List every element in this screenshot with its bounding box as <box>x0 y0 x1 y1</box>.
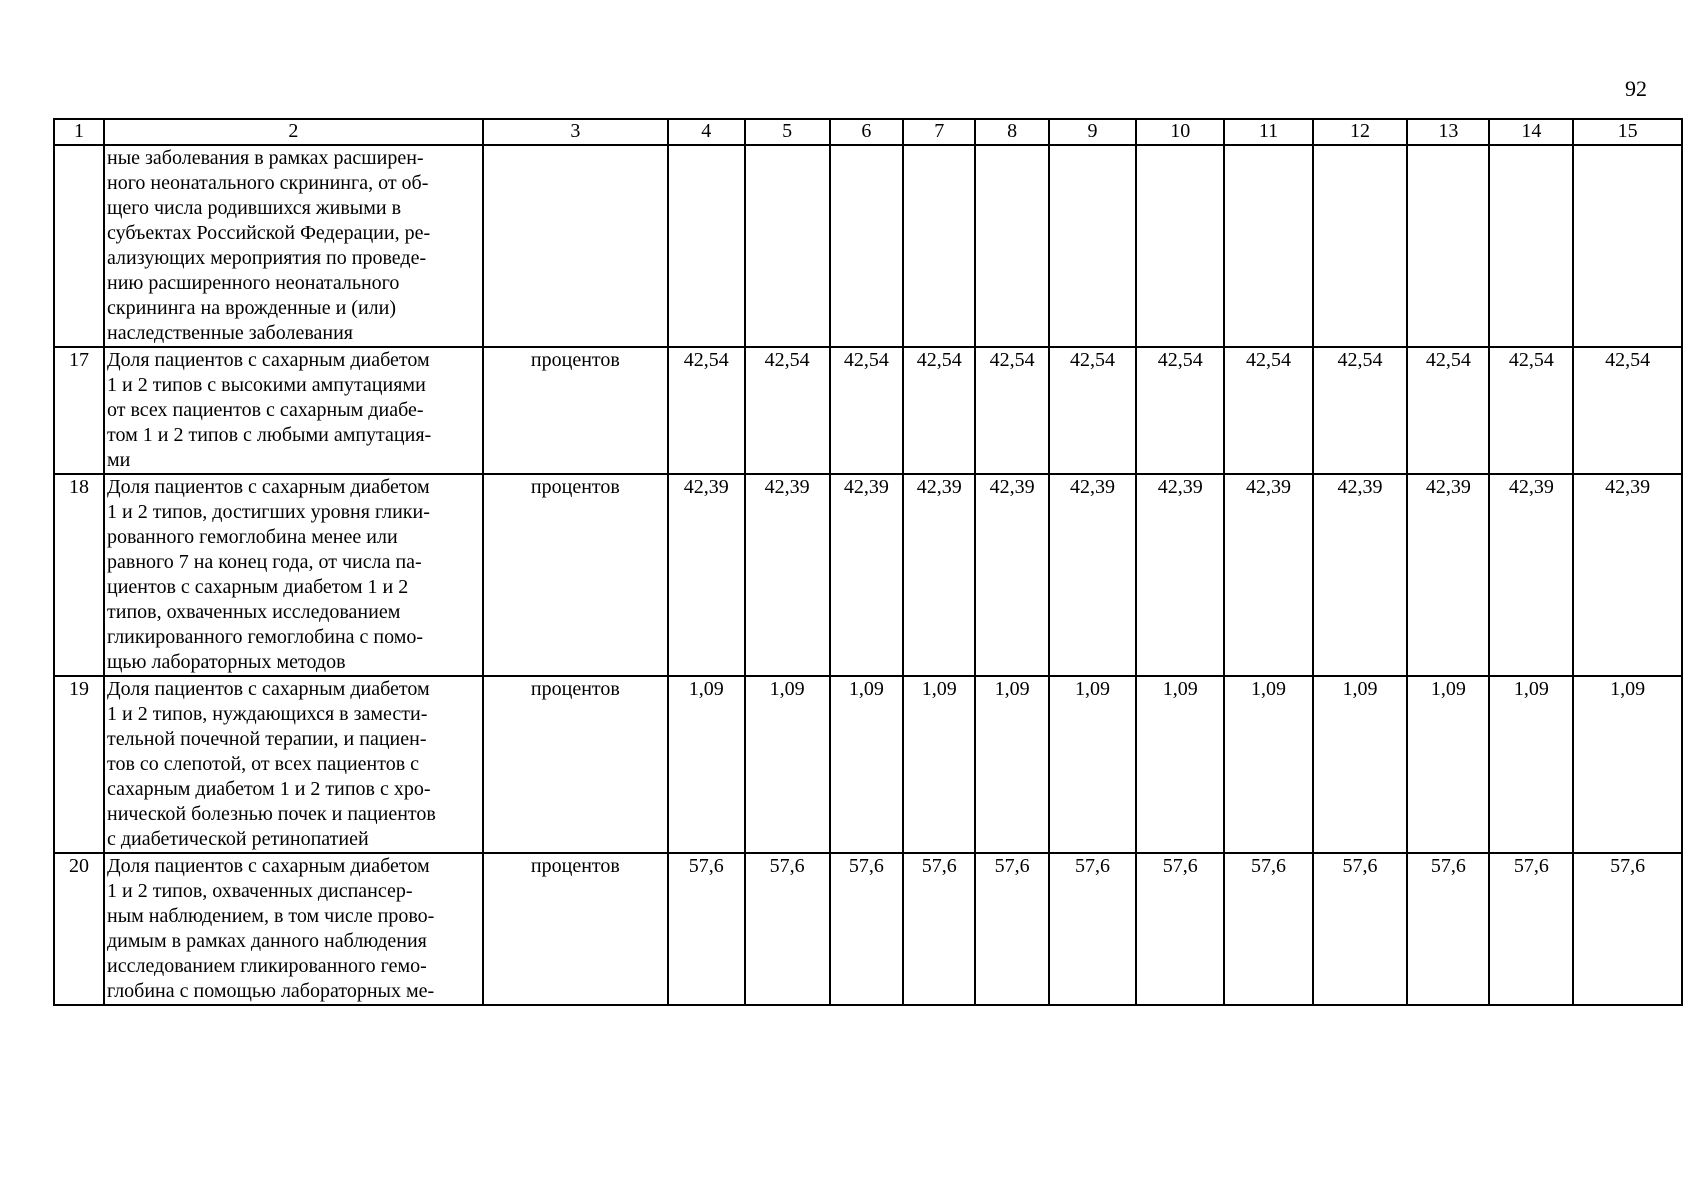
value-cell <box>1407 145 1489 347</box>
indicator-name-line: субъектах Российской Федерации, ре- <box>107 222 431 244</box>
indicator-name-cell <box>104 853 483 1005</box>
indicator-name-line: ного неонатального скрининга, от об- <box>107 172 429 194</box>
column-number-cell: 2 <box>104 119 483 145</box>
page-number: 92 <box>1625 76 1647 101</box>
indicator-name-line: наследственные заболевания <box>107 322 353 344</box>
column-number-cell: 9 <box>1049 119 1136 145</box>
indicator-name-cell <box>104 676 483 853</box>
indicator-name-line: ми <box>107 449 131 471</box>
table-header-row <box>54 119 1682 145</box>
column-number-cell: 10 <box>1136 119 1224 145</box>
value-cell: 42,54 <box>745 347 830 474</box>
value-cell <box>1489 145 1573 347</box>
value-cell: 1,09 <box>830 676 903 853</box>
indicator-name-line: циентов с сахарным диабетом 1 и 2 <box>107 576 409 598</box>
value-cell: 42,54 <box>1224 347 1312 474</box>
value-cell: 42,39 <box>1489 474 1573 676</box>
value-cell: 42,39 <box>903 474 975 676</box>
indicator-name-line: нию расширенного неонатального <box>107 272 400 294</box>
indicator-name-line: том 1 и 2 типов с любыми ампутация- <box>107 424 432 446</box>
indicator-name-line: 1 и 2 типов с высокими ампутациями <box>107 374 426 396</box>
value-cell: 57,6 <box>1573 853 1682 1005</box>
value-cell <box>830 145 903 347</box>
unit-cell: процентов <box>483 676 668 853</box>
value-cell: 42,54 <box>1573 347 1682 474</box>
value-cell: 57,6 <box>1049 853 1136 1005</box>
column-number-cell: 14 <box>1489 119 1573 145</box>
unit-cell <box>483 145 668 347</box>
indicator-name-line: ализующих мероприятия по проведе- <box>107 247 427 269</box>
value-cell: 42,54 <box>1407 347 1489 474</box>
indicator-name-line: Доля пациентов с сахарным диабетом <box>107 678 430 700</box>
indicator-name-line: щью лабораторных методов <box>107 651 346 673</box>
row-number-cell: 17 <box>54 347 104 474</box>
value-cell: 42,54 <box>1049 347 1136 474</box>
value-cell: 42,54 <box>1489 347 1573 474</box>
value-cell: 57,6 <box>903 853 975 1005</box>
value-cell: 42,39 <box>745 474 830 676</box>
row-number-cell: 20 <box>54 853 104 1005</box>
indicator-name-line: димым в рамках данного наблюдения <box>107 930 427 952</box>
column-number-cell: 13 <box>1407 119 1489 145</box>
indicator-name-line: Доля пациентов с сахарным диабетом <box>107 349 430 371</box>
row-number-cell <box>54 145 104 347</box>
indicator-name-line: скрининга на врожденные и (или) <box>107 297 397 319</box>
value-cell <box>668 145 745 347</box>
value-cell: 1,09 <box>1489 676 1573 853</box>
value-cell: 42,39 <box>1407 474 1489 676</box>
indicator-name-cell <box>104 145 483 347</box>
value-cell: 42,54 <box>668 347 745 474</box>
value-cell: 57,6 <box>1489 853 1573 1005</box>
value-cell <box>1136 145 1224 347</box>
value-cell: 42,39 <box>830 474 903 676</box>
row-number-cell: 19 <box>54 676 104 853</box>
value-cell: 42,39 <box>1224 474 1312 676</box>
indicator-name-line: рованного гемоглобина менее или <box>107 526 398 548</box>
value-cell: 42,39 <box>1313 474 1408 676</box>
value-cell <box>903 145 975 347</box>
value-cell: 1,09 <box>1136 676 1224 853</box>
unit-cell: процентов <box>483 853 668 1005</box>
value-cell: 57,6 <box>745 853 830 1005</box>
value-cell: 57,6 <box>1224 853 1312 1005</box>
indicator-name-line: гликированного гемоглобина с помо- <box>107 626 424 648</box>
indicator-name-line: исследованием гликированного гемо- <box>107 955 427 977</box>
indicator-name-line: 1 и 2 типов, нуждающихся в замести- <box>107 703 428 725</box>
value-cell <box>1049 145 1136 347</box>
value-cell: 1,09 <box>975 676 1048 853</box>
indicator-name-line: нической болезнью почек и пациентов <box>107 803 436 825</box>
table-row <box>54 474 1682 676</box>
value-cell: 42,39 <box>1573 474 1682 676</box>
column-number-cell: 7 <box>903 119 975 145</box>
table-row <box>54 145 1682 347</box>
indicator-name-line: от всех пациентов с сахарным диабе- <box>107 399 424 421</box>
column-number-cell: 15 <box>1573 119 1682 145</box>
value-cell: 42,54 <box>975 347 1048 474</box>
indicator-name-cell <box>104 474 483 676</box>
table-row <box>54 853 1682 1005</box>
indicator-name-line: Доля пациентов с сахарным диабетом <box>107 855 430 877</box>
value-cell: 57,6 <box>830 853 903 1005</box>
indicator-name-line: глобина с помощью лабораторных ме- <box>107 980 435 1002</box>
unit-cell: процентов <box>483 347 668 474</box>
value-cell: 57,6 <box>1136 853 1224 1005</box>
indicator-name-line: ные заболевания в рамках расширен- <box>107 147 424 169</box>
value-cell: 42,54 <box>1136 347 1224 474</box>
column-number-cell: 1 <box>54 119 104 145</box>
indicator-name-line: щего числа родившихся живыми в <box>107 197 402 219</box>
value-cell <box>745 145 830 347</box>
value-cell: 57,6 <box>1407 853 1489 1005</box>
value-cell: 42,39 <box>1136 474 1224 676</box>
indicator-name-line: ным наблюдением, в том числе прово- <box>107 905 435 927</box>
value-cell: 1,09 <box>903 676 975 853</box>
column-number-cell: 11 <box>1224 119 1312 145</box>
indicator-name-cell <box>104 347 483 474</box>
indicator-name-line: сахарным диабетом 1 и 2 типов с хро- <box>107 778 431 800</box>
indicator-name-line: 1 и 2 типов, достигших уровня глики- <box>107 501 430 523</box>
value-cell: 57,6 <box>975 853 1048 1005</box>
indicator-name-line: Доля пациентов с сахарным диабетом <box>107 476 430 498</box>
table-row <box>54 347 1682 474</box>
value-cell <box>1573 145 1682 347</box>
value-cell: 42,54 <box>1313 347 1408 474</box>
value-cell: 57,6 <box>668 853 745 1005</box>
column-number-cell: 6 <box>830 119 903 145</box>
value-cell: 42,54 <box>903 347 975 474</box>
value-cell <box>1313 145 1408 347</box>
value-cell: 57,6 <box>1313 853 1408 1005</box>
value-cell: 1,09 <box>745 676 830 853</box>
value-cell: 1,09 <box>1049 676 1136 853</box>
indicator-name-line: 1 и 2 типов, охваченных диспансер- <box>107 880 413 902</box>
value-cell: 42,39 <box>975 474 1048 676</box>
column-number-cell: 12 <box>1313 119 1408 145</box>
table-row <box>54 676 1682 853</box>
indicator-name-line: с диабетической ретинопатией <box>107 828 369 850</box>
unit-cell: процентов <box>483 474 668 676</box>
indicator-name-line: тов со слепотой, от всех пациентов с <box>107 753 420 775</box>
value-cell: 1,09 <box>1407 676 1489 853</box>
value-cell <box>975 145 1048 347</box>
value-cell: 1,09 <box>1573 676 1682 853</box>
row-number-cell: 18 <box>54 474 104 676</box>
indicator-name-line: типов, охваченных исследованием <box>107 601 401 623</box>
value-cell: 1,09 <box>1313 676 1408 853</box>
column-number-cell: 3 <box>483 119 668 145</box>
indicator-name-line: равного 7 на конец года, от числа па- <box>107 551 422 573</box>
value-cell: 42,54 <box>830 347 903 474</box>
value-cell: 1,09 <box>668 676 745 853</box>
value-cell: 42,39 <box>668 474 745 676</box>
indicators-table <box>53 118 1683 1006</box>
column-number-cell: 8 <box>975 119 1048 145</box>
indicator-name-line: тельной почечной терапии, и пациен- <box>107 728 427 750</box>
value-cell <box>1224 145 1312 347</box>
value-cell: 42,39 <box>1049 474 1136 676</box>
value-cell: 1,09 <box>1224 676 1312 853</box>
column-number-cell: 4 <box>668 119 745 145</box>
column-number-cell: 5 <box>745 119 830 145</box>
